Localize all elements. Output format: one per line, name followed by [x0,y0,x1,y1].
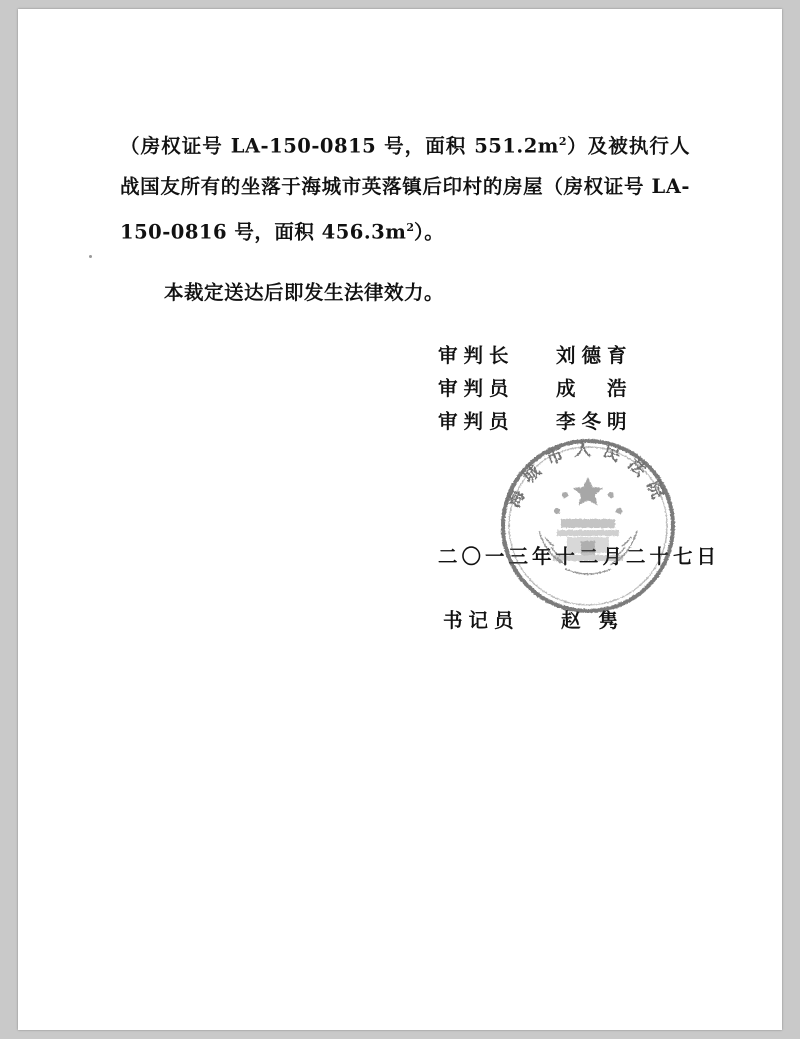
clerk-name: 赵隽 [561,609,637,632]
stray-ink-dot [89,255,92,258]
paragraph-property-description [120,121,690,253]
document-date: 二〇一三年十二月二十七日 [438,545,721,568]
signature-row [438,339,708,372]
signature-role: 审判长 [438,344,515,367]
paragraph-legal-effect: 本裁定送达后即发生法律效力。 [164,281,445,304]
seal-top-text: 海城市人民法院 [504,440,672,511]
superscript-square-meter-1: 2 [558,134,567,148]
signature-block [438,339,708,438]
signature-row [438,405,708,438]
signature-name: 刘德育 [556,344,633,367]
superscript-square-meter-2: 2 [406,221,414,234]
clerk-role: 书记员 [443,609,520,632]
paragraph-part-c: ）。 [414,220,445,244]
signature-name: 李冬明 [556,410,633,433]
document-body [120,101,690,333]
signature-name: 成 浩 [556,377,633,400]
signature-role: 审判员 [438,377,515,400]
official-seal-icon [495,433,681,619]
signature-row [438,372,708,405]
signature-role: 审判员 [438,410,515,433]
paragraph-part-a: （房权证号 LA-150-0815 号，面积 551.2m [120,134,559,157]
paragraph-part-b: ）及被执行人战国友所有的坐落于海城市英落镇后印村的房屋（房权证号 LA-150-0816 号，面积 456.3m [120,134,690,244]
clerk-row [443,605,636,633]
document-page [18,9,782,1030]
